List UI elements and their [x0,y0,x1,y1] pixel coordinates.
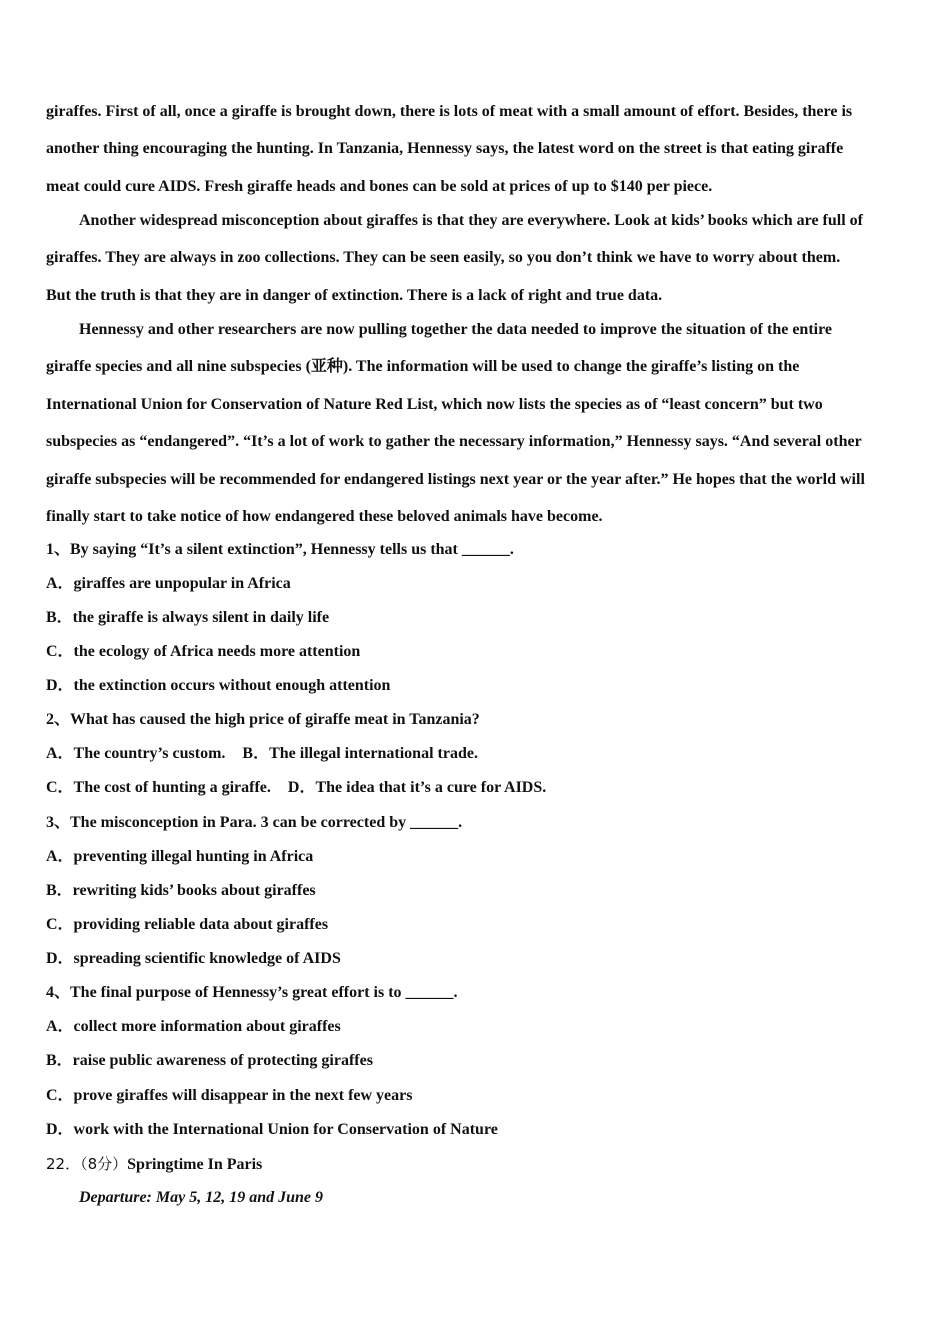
passage-paragraph-2 [46,202,908,314]
passage-line: giraffes. First of all, once a giraffe is brought down, there is lots of meat with a small amount of effort. Besides, there is [46,103,853,120]
question-4-option-d: D．work with the International Union for Conservation of Nature [46,1121,498,1138]
question-2-option-d: D．The idea that it’s a cure for AIDS. [287,779,547,796]
question-2-options-row-2 [46,778,546,798]
question-3-option-b: B．rewriting kids’ books about giraffes [46,882,316,899]
passage-line: giraffes. They are always in zoo collections. They can be seen easily, so you don’t think we have to worry about them. [46,249,841,267]
question-2-option-c: C．The cost of hunting a giraffe. [46,779,271,796]
passage-line: giraffe species and all nine subspecies (亚种). The information will be used to change the giraffe’s listing on the [46,358,800,376]
section-22-number: 22．（8分） [46,1155,128,1173]
question-3-option-a: A．preventing illegal hunting in Africa [46,848,314,865]
passage-line: finally start to take notice of how endangered these beloved animals have become. [46,507,603,525]
question-4-option-c: C．prove giraffes will disappear in the next few years [46,1087,413,1104]
question-4-option-a: A．collect more information about giraffes [46,1018,341,1035]
question-3-option-d: D．spreading scientific knowledge of AIDS [46,950,341,967]
question-4-option-b: B．raise public awareness of protecting giraffes [46,1052,373,1069]
question-2-stem: 2、What has caused the high price of giraffe meat in Tanzania? [46,711,480,728]
passage-paragraph-1 [46,93,908,205]
question-1-option-d: D．the extinction occurs without enough attention [46,677,391,694]
question-3-option-c: C．providing reliable data about giraffes [46,916,329,933]
passage-line: But the truth is that they are in danger of extinction. There is a lack of right and true data. [46,286,663,304]
question-4-stem: 4、The final purpose of Hennessy’s great effort is to ______. [46,984,458,1001]
section-22-departure: Departure: May 5, 12, 19 and June 9 [79,1189,324,1206]
question-3-stem: 3、The misconception in Para. 3 can be corrected by ______. [46,814,463,831]
passage-paragraph-3 [46,311,908,535]
question-1-stem: 1、By saying “It’s a silent extinction”, Hennessy tells us that ______. [46,541,514,558]
passage-line: meat could cure AIDS. Fresh giraffe heads and bones can be sold at prices of up to $140 per piece. [46,177,713,195]
question-2-options-row-1 [46,744,478,764]
passage-line: Hennessy and other researchers are now pulling together the data needed to improve the situation of the entire [79,321,832,338]
passage-line: another thing encouraging the hunting. In Tanzania, Hennessy says, the latest word on the street is that eating giraffe [46,140,844,158]
passage-line: Another widespread misconception about giraffes is that they are everywhere. Look at kids’ books which are full of [79,212,863,229]
question-1-option-a: A．giraffes are unpopular in Africa [46,575,291,592]
section-22-title: Springtime In Paris [127,1156,263,1173]
question-1-option-c: C．the ecology of Africa needs more attention [46,643,361,660]
question-1-option-b: B．the giraffe is always silent in daily life [46,609,330,626]
passage-line: subspecies as “endangered”. “It’s a lot of work to gather the necessary information,” Hennessy says. “And several other [46,433,862,451]
question-2-option-b: B．The illegal international trade. [242,745,478,762]
passage-line: giraffe subspecies will be recommended for endangered listings next year or the year after.” He hopes that the world will [46,470,865,488]
question-2-option-a: A．The country’s custom. [46,745,226,762]
passage-line: International Union for Conservation of Nature Red List, which now lists the species as of “least concern” but two [46,395,823,413]
section-22-heading [46,1154,262,1175]
